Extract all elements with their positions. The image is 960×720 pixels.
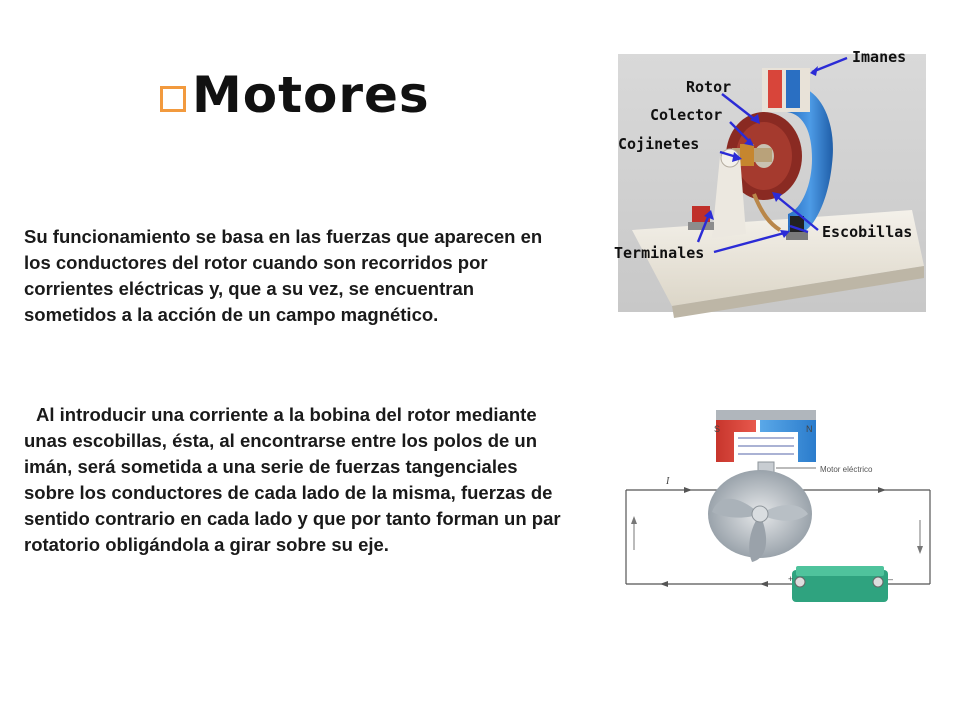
label-imanes: Imanes	[852, 48, 907, 66]
label-cojinetes: Cojinetes	[618, 135, 700, 153]
label-plus: +	[788, 574, 794, 584]
label-n: N	[806, 424, 813, 434]
paragraph-funcionamiento: Su funcionamiento se basa en las fuerzas que aparecen en los conductores del rotor cuando son recorridos por corrientes eléctricas y, que a su vez, se encuentran sometidos a la acción de un campo magnético.	[24, 226, 543, 325]
label-motor-electrico: Motor eléctrico	[820, 465, 873, 474]
label-minus: –	[888, 574, 894, 584]
title-text: Motores	[192, 66, 430, 124]
paragraph-escobillas: Al introducir una corriente a la bobina del rotor mediante unas escobillas, ésta, al encontrarse entre los polos de un imán, será sometida a una serie de fuerzas tangenciales sobre los conductores de cada lado de la misma, fuerzas de sentido contrario en cada lado y que por tanto forman un par rotatorio obligándola a girar sobre su eje.	[24, 404, 561, 555]
label-rotor: Rotor	[686, 78, 732, 96]
label-colector: Colector	[650, 106, 723, 124]
label-s: S	[714, 424, 721, 434]
motor-schematic-diagram	[620, 402, 936, 607]
label-terminales: Terminales	[614, 244, 705, 262]
slide-title	[160, 66, 430, 124]
label-escobillas: Escobillas	[822, 223, 913, 241]
motor-model-photo	[612, 44, 930, 318]
label-current: I	[666, 476, 670, 487]
square-bullet-icon	[160, 86, 186, 112]
